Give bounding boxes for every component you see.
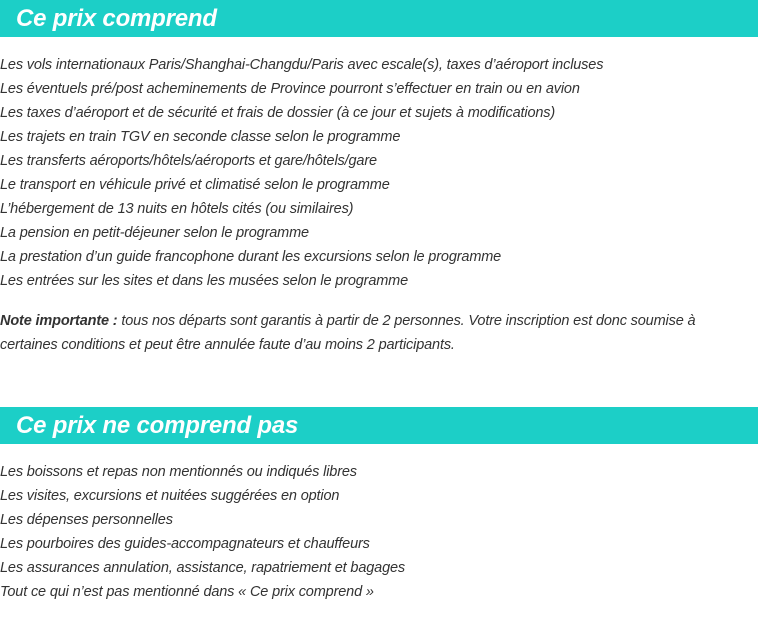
included-item: La prestation d’un guide francophone durant les excursions selon le programme	[0, 249, 502, 265]
included-item: Les vols internationaux Paris/Shanghai-Changdu/Paris avec escale(s), taxes d’aéroport incluses	[0, 57, 604, 73]
important-note-text: tous nos départs sont garantis à partir de 2 personnes. Votre inscription est donc soumise à certaines conditions et peut être annulée faute d’au moins 2 participants.	[0, 313, 696, 353]
excluded-items-list	[0, 460, 758, 604]
included-item: La pension en petit-déjeuner selon le programme	[0, 225, 309, 241]
excluded-item: Les visites, excursions et nuitées suggérées en option	[0, 488, 340, 504]
included-item: Les entrées sur les sites et dans les musées selon le programme	[0, 273, 409, 289]
excluded-item: Les pourboires des guides-accompagnateurs et chauffeurs	[0, 536, 370, 552]
important-note	[0, 309, 756, 357]
included-item: Les éventuels pré/post acheminements de Province pourront s’effectuer en train ou en avion	[0, 81, 580, 97]
important-note-label: Note importante :	[0, 313, 118, 329]
excluded-section-title: Ce prix ne comprend pas	[16, 412, 299, 439]
included-item: Les transferts aéroports/hôtels/aéroports et gare/hôtels/gare	[0, 153, 377, 169]
included-item: Les trajets en train TGV en seconde classe selon le programme	[0, 129, 401, 145]
included-item: L’hébergement de 13 nuits en hôtels cités (ou similaires)	[0, 201, 354, 217]
excluded-item: Tout ce qui n’est pas mentionné dans « Ce prix comprend »	[0, 584, 374, 600]
excluded-section-header	[0, 407, 758, 444]
included-item: Les taxes d’aéroport et de sécurité et frais de dossier (à ce jour et sujets à modifications)	[0, 105, 556, 121]
excluded-item: Les dépenses personnelles	[0, 512, 173, 528]
excluded-item: Les boissons et repas non mentionnés ou indiqués libres	[0, 464, 357, 480]
excluded-item: Les assurances annulation, assistance, rapatriement et bagages	[0, 560, 406, 576]
included-section-title: Ce prix comprend	[16, 5, 217, 32]
included-items-list	[0, 53, 758, 293]
included-section-header	[0, 0, 758, 37]
included-item: Le transport en véhicule privé et climatisé selon le programme	[0, 177, 390, 193]
